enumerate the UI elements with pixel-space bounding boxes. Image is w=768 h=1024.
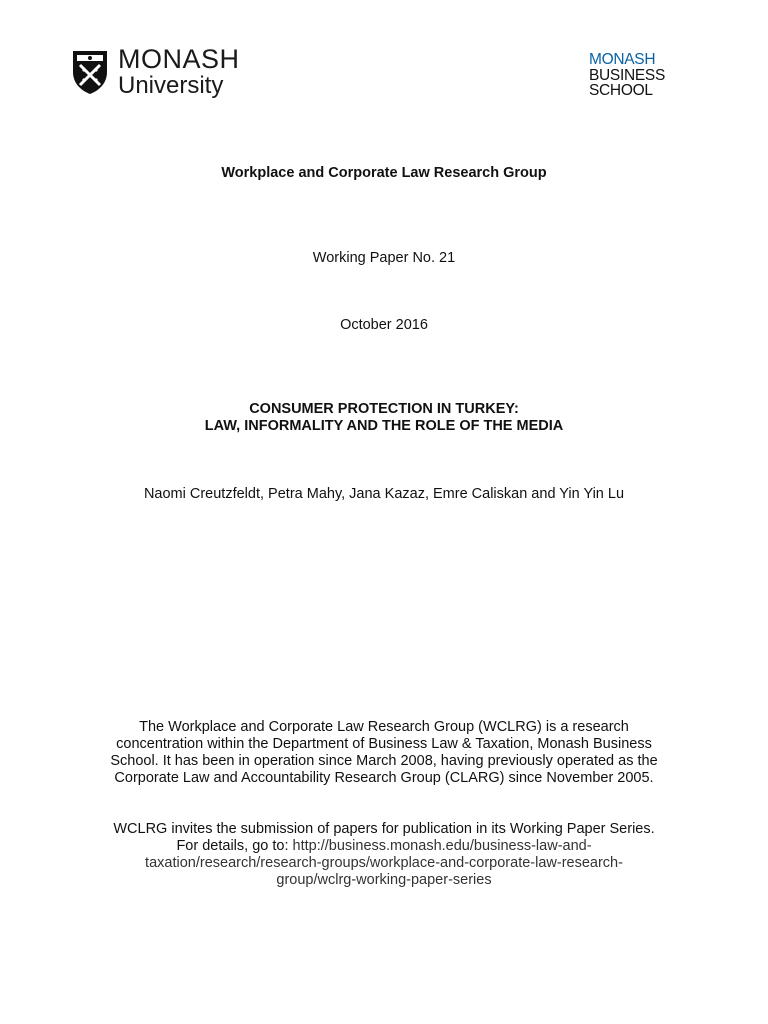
invite-text: WCLRG invites the submission of papers for publication in its Working Paper Series. For details, go to: [113, 821, 655, 854]
author-list: Naomi Creutzfeldt, Petra Mahy, Jana Kazaz, Emre Caliskan and Yin Yin Lu [143, 486, 625, 502]
paper-title-line2: LAW, INFORMALITY AND THE ROLE OF THE MEDIA [204, 418, 564, 434]
school-logo-line2: BUSINESS [589, 66, 665, 84]
school-logo-line3: SCHOOL [589, 82, 653, 99]
invite-paragraph [110, 821, 658, 889]
about-paragraph: The Workplace and Corporate Law Research Group (WCLRG) is a research concentration within the Department of Business Law & Taxation, Monash Business School. It has been in operation since March 2008, having previously operated as the Corporate Law and Accountability Research Group (CLARG) since November 2005. [110, 719, 658, 786]
monash-university-logo [70, 46, 240, 98]
school-logo-line1: MONASH [589, 51, 656, 68]
working-paper-number: Working Paper No. 21 [312, 250, 456, 266]
monash-logo-line1: MONASH [118, 44, 240, 74]
research-group-heading: Workplace and Corporate Law Research Group [221, 165, 547, 181]
publication-date: October 2016 [340, 317, 428, 333]
paper-title-line1: CONSUMER PROTECTION IN TURKEY: [249, 401, 519, 417]
working-paper-series-link[interactable]: http://business.monash.edu/business-law-and-taxation/research/research-groups/workplace-and-corporate-law-research-group/wclrg-working-paper-series [145, 838, 623, 888]
monash-crest-icon [70, 48, 110, 96]
paper-title [0, 401, 768, 435]
monash-logo-line2: University [118, 72, 224, 99]
monash-business-school-logo [589, 52, 665, 99]
